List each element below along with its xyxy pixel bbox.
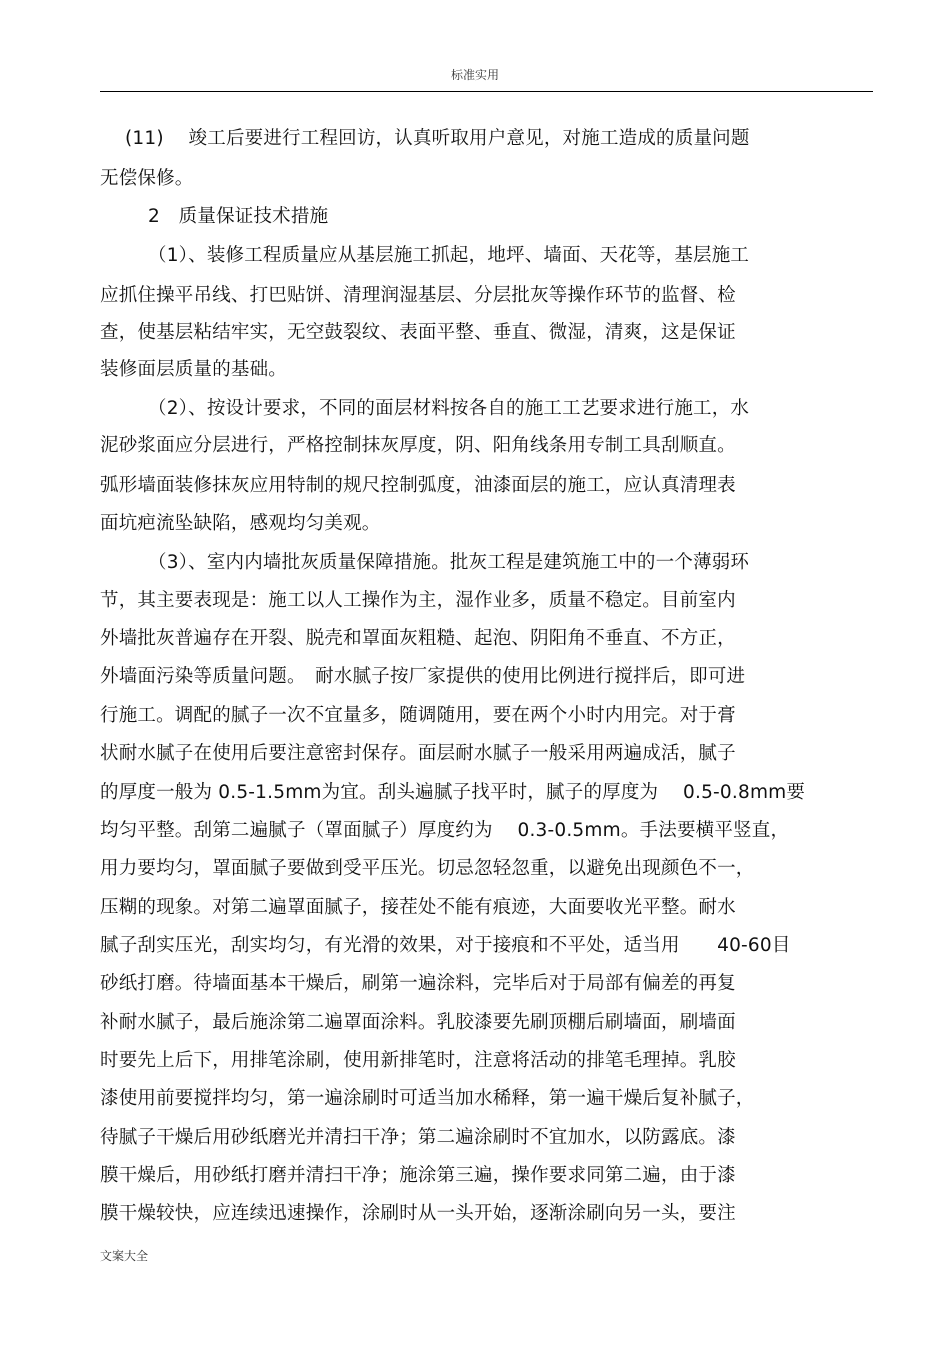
text-line: (11) 竣工后要进行工程回访，认真听取用户意见，对施工造成的质量问题 (125, 128, 750, 149)
text-line: 时要先上后下，用排笔涂刷，使用新排笔时，注意将活动的排笔毛理掉。乳胶 (100, 1050, 736, 1071)
text-line: 行施工。调配的腻子一次不宜量多，随调随用，要在两个小时内用完。对于膏 (100, 705, 736, 726)
text-line: 腻子刮实压光，刮实均匀，有光滑的效果，对于接痕和不平处，适当用 40-60目 (100, 935, 791, 956)
text-line: 无偿保修。 (100, 168, 194, 189)
text-line: 均匀平整。刮第二遍腻子（罩面腻子）厚度约为 0.3-0.5mm。手法要横平竖直， (100, 820, 790, 841)
text-line: 补耐水腻子，最后施涂第二遍罩面涂料。乳胶漆要先刷顶棚后刷墙面，刷墙面 (100, 1012, 736, 1033)
text-line: 膜干燥较快，应连续迅速操作，涂刷时从一头开始，逐渐涂刷向另一头，要注 (100, 1203, 736, 1224)
text-line: 面坑疤流坠缺陷，感观均匀美观。 (100, 513, 381, 534)
text-line: （2）、按设计要求，不同的面层材料按各自的施工工艺要求进行施工，水 (148, 398, 750, 419)
page-footer: 文案大全 (100, 1249, 149, 1263)
text-line: 外墙批灰普遍存在开裂、脱壳和罩面灰粗糙、起泡、阴阳角不垂直、不方正， (100, 628, 736, 649)
text-line: （1）、装修工程质量应从基层施工抓起，地坪、墙面、天花等，基层施工 (148, 245, 750, 266)
header-divider (100, 91, 873, 92)
text-line: 的厚度一般为 0.5-1.5mm为宜。刮头遍腻子找平时，腻子的厚度为 0.5-0.8mm要 (100, 782, 806, 803)
text-line: 节，其主要表现是：施工以人工操作为主，湿作业多，质量不稳定。目前室内 (100, 590, 736, 611)
text-line: 查，使基层粘结牢实，无空鼓裂纹、表面平整、垂直、微湿，清爽，这是保证 (100, 322, 736, 343)
text-line: 弧形墙面装修抹灰应用特制的规尺控制弧度，油漆面层的施工，应认真清理表 (100, 475, 736, 496)
text-line: 应抓住操平吊线、打巴贴饼、清理润湿基层、分层批灰等操作环节的监督、检 (100, 285, 736, 306)
text-line: （3）、室内内墙批灰质量保障措施。批灰工程是建筑施工中的一个薄弱环 (148, 552, 750, 573)
text-line: 装修面层质量的基础。 (100, 359, 288, 380)
section-heading: 2 质量保证技术措施 (148, 206, 329, 227)
text-line: 砂纸打磨。待墙面基本干燥后，刷第一遍涂料，完毕后对于局部有偏差的再复 (100, 973, 736, 994)
text-line: 漆使用前要搅拌均匀，第一遍涂刷时可适当加水稀释，第一遍干燥后复补腻子， (100, 1088, 755, 1109)
text-line: 状耐水腻子在使用后要注意密封保存。面层耐水腻子一般采用两遍成活，腻子 (100, 743, 736, 764)
text-line: 待腻子干燥后用砂纸磨光并清扫干净；第二遍涂刷时不宜加水，以防露底。漆 (100, 1127, 736, 1148)
page-header: 标准实用 (450, 68, 499, 82)
text-line: 压糊的现象。对第二遍罩面腻子，接茬处不能有痕迹，大面要收光平整。耐水 (100, 897, 736, 918)
text-line: 外墙面污染等质量问题。 耐水腻子按厂家提供的使用比例进行搅拌后，即可进 (100, 666, 746, 687)
text-line: 泥砂浆面应分层进行，严格控制抹灰厚度，阴、阳角线条用专制工具刮顺直。 (100, 435, 736, 456)
text-line: 膜干燥后，用砂纸打磨并清扫干净；施涂第三遍，操作要求同第二遍，由于漆 (100, 1165, 736, 1186)
text-line: 用力要均匀，罩面腻子要做到受平压光。切忌忽轻忽重，以避免出现颜色不一， (100, 858, 755, 879)
